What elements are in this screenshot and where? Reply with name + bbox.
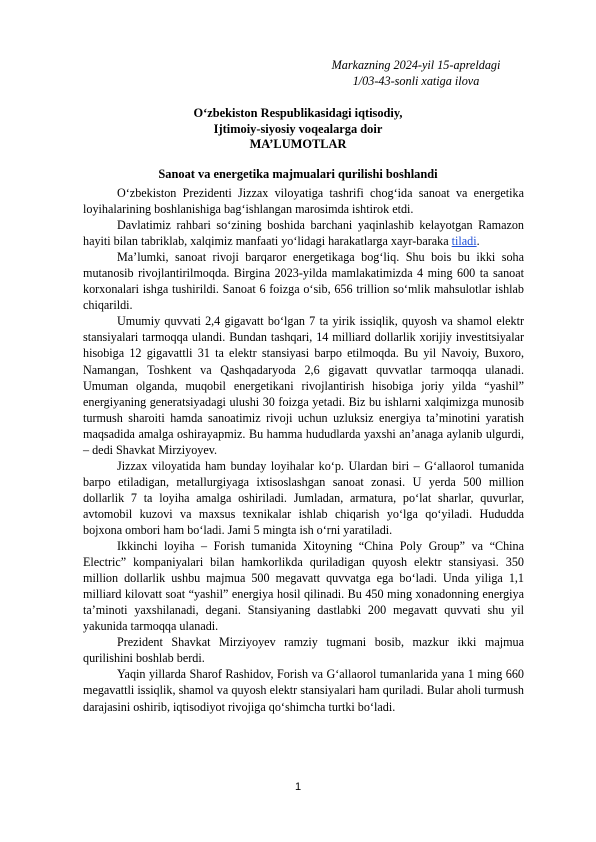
paragraph-6: Ikkinchi loyiha – Forish tumanida Xitoyning “China Poly Group” va “China Electric” kompaniyalari bilan hamkorlikda quriladigan quyosh elektr stansiyasi. 350 million dollarlik ushbu majmua 500 megavatt quvvatga ega bo‘ladi. Unda yiliga 1,1 milliard kilovatt soat “yashil” energiya hosil qilinadi. Bu 450 ming xonadonning energiya ta’minoti yaxshilanadi, degani. Stansiyaning dastlabki 200 megavatt quvvati shu yil yakunida tarmoqqa ulanadi.	[83, 539, 524, 634]
paragraph-8: Yaqin yillarda Sharof Rashidov, Forish va G‘allaorol tumanlarida yana 1 ming 660 megavattli issiqlik, shamol va quyosh elektr stansiyalari ham quriladi. Bular aholi turmush darajasini oshirib, iqtisodiyot rivojiga qo‘shimcha turtki bo‘ladi.	[83, 667, 524, 714]
section-title: Sanoat va energetika majmualari qurilishi boshlandi	[158, 167, 438, 181]
paragraph-5: Jizzax viloyatida ham bunday loyihalar ko‘p. Ulardan biri – G‘allaorol tumanida barpo etiladigan, metallurgiyaga ixtisoslashgan sanoat zonasi. U yerda 500 million dollarlik 7 ta loyiha amalga oshiriladi. Jumladan, armatura, po‘lat sharlar, quvurlar, avtomobil kuzovi va maxsus texnikalar ishlab chiqarish yo‘lga qo‘yiladi. Hududda bojxona ombori ham bo‘ladi. Jami 5 mingta ish o‘rni yaratiladi.	[83, 458, 524, 537]
tiladi-link[interactable]: tiladi	[451, 234, 477, 249]
document-title-line-1: O‘zbekiston Respublikasidagi iqtisodiy,	[193, 106, 403, 120]
document-title-line-3: MA’LUMOTLAR	[249, 137, 347, 151]
paragraph-3: Ma’lumki, sanoat rivoji barqaror energetikaga bog‘liq. Shu bois bu ikki soha mutanosib rivojlantirilmoqda. Birgina 2023-yilda mamlakatimizda 4 ming 600 ta sanoat korxonalari ishga tushirildi. Sanoat 6 foizga o‘sib, 656 trillion so‘mlik mahsulotlar ishlab chiqarildi.	[83, 250, 524, 313]
paragraph-7: Prezident Shavkat Mirziyoyev ramziy tugmani bosib, mazkur ikki majmua qurilishini boshlab berdi.	[83, 635, 524, 666]
page-number: 1	[294, 781, 302, 793]
paragraph-2-end: .	[476, 234, 480, 249]
paragraph-4: Umumiy quvvati 2,4 gigavatt bo‘lgan 7 ta yirik issiqlik, quyosh va shamol elektr stansiyalari tarmoqqa ulandi. Bundan tashqari, 14 milliard dollarlik xorijiy investitsiyalar hisobiga 12 gigavattli 31 ta elektr stansiyasi barpo etilmoqda. Bu yil Navoiy, Buxoro, Namangan, Toshkent va Qashqadaryoda 2,6 gigavatt quvvatlar tarmoqqa ulanadi. Umuman olganda, muqobil energetikani rivojlantirish hisobiga joriy yilda “yashil” energiyaning generatsiyadagi ulushi 30 foizga yetadi. Biz bu ishlarni xalqimizga munosib turmush sharoiti hamda sanoatimiz rivoji uchun uzluksiz energiya ta’minotini yaratish maqsadida amalga oshirayapmiz. Bu hamma hududlarda yaxshi an’anaga aylanib ulgurdi, – dedi Shavkat Mirziyoyev.	[83, 314, 524, 457]
attachment-note-line-1: Markazning 2024-yil 15-apreldagi	[331, 58, 501, 72]
paragraph-1: O‘zbekiston Prezidenti Jizzax viloyatiga tashrifi chog‘ida sanoat va energetika loyihalarining boshlanishiga bag‘ishlangan marosimda ishtirok etdi.	[83, 186, 524, 217]
article-body	[83, 185, 524, 715]
attachment-note-line-2: 1/03-43-sonli xatiga ilova	[352, 74, 480, 88]
attachment-note	[286, 57, 546, 89]
paragraph-2-text: Davlatimiz rahbari so‘zining boshida barchani yaqinlashib kelayotgan Ramazon hayiti bilan tabriklab, xalqimiz manfaati yo‘lidagi harakatlarga xayr-baraka	[83, 218, 524, 249]
paragraph-2	[83, 217, 524, 249]
document-title	[0, 106, 596, 153]
document-title-line-2: Ijtimoiy-siyosiy voqealarga doir	[213, 121, 383, 136]
